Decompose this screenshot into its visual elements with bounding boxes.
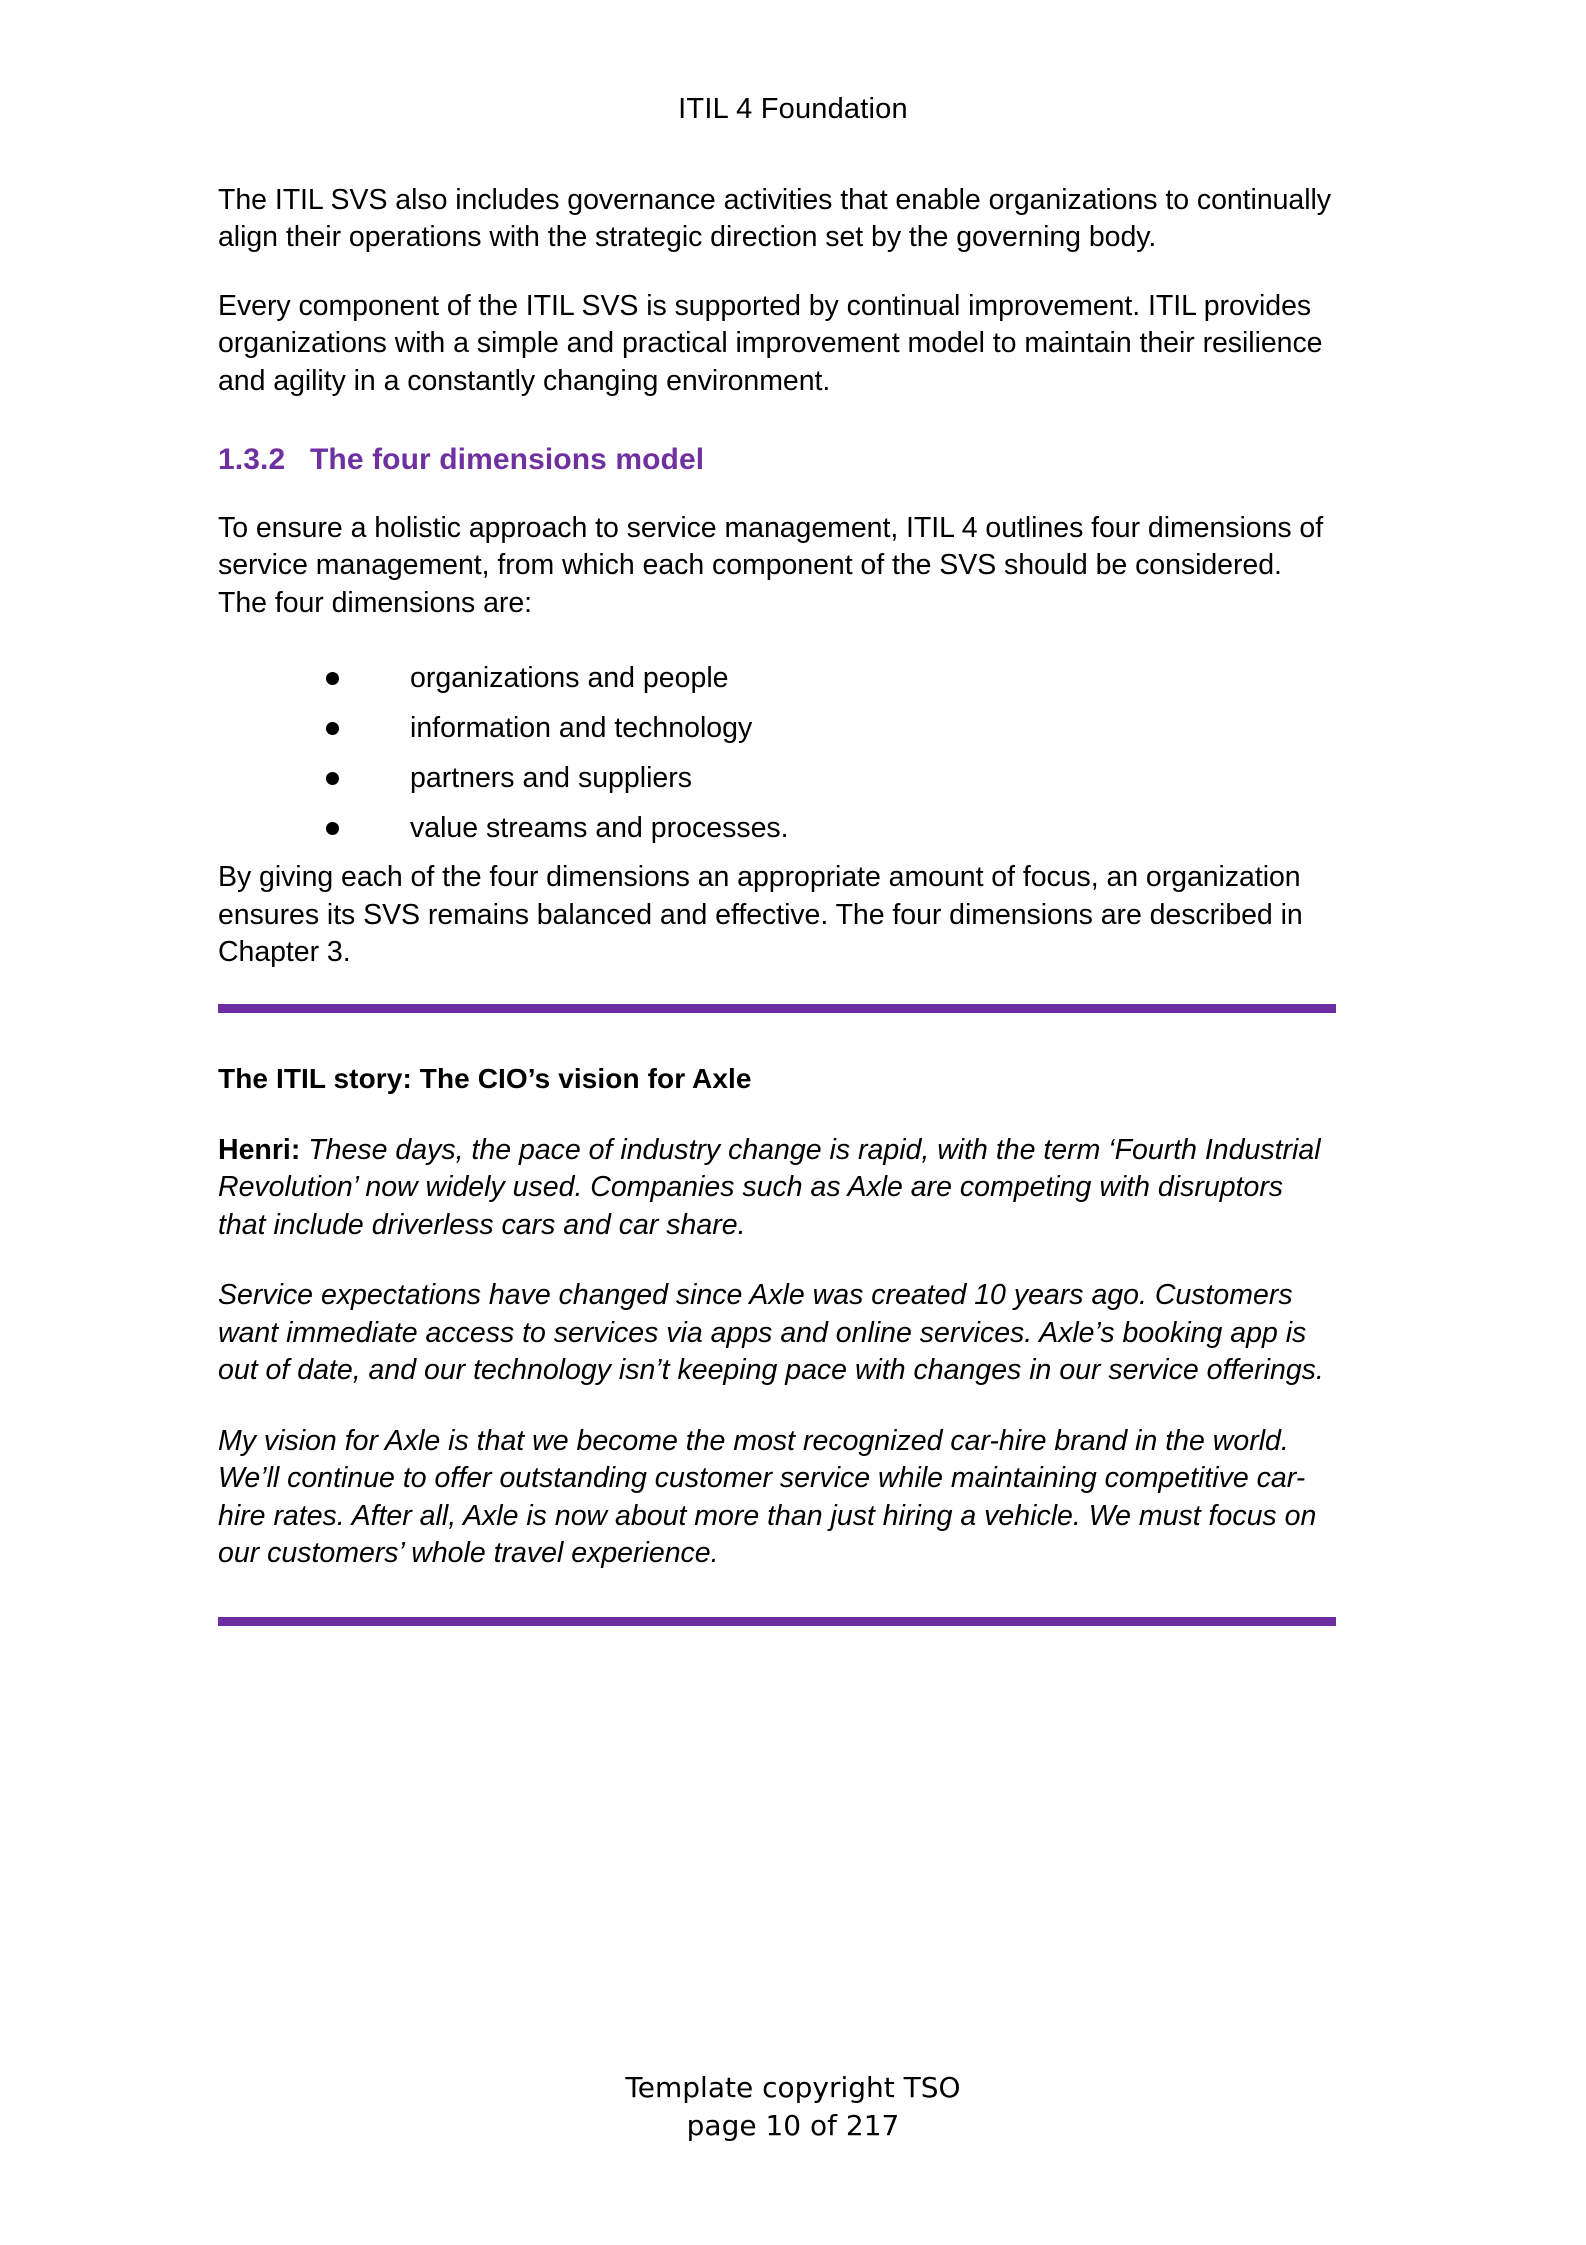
story-paragraph-1-text: These days, the pace of industry change is rapid, with the term ‘Fourth Industrial Revolution’ now widely used. Companies such as Axle are competing with disruptors that include driverless cars and car share. [218,1134,1321,1241]
list-item [218,653,1336,703]
itil-story-box [218,1004,1336,1626]
list-item-label: organizations and people [410,662,729,695]
paragraph-holistic-approach: To ensure a holistic approach to service management, ITIL 4 outlines four dimensions of service management, from which each component of the SVS should be considered. The four dimensions are: [218,511,1324,619]
footer-copyright: Template copyright TSO [625,2071,961,2105]
page-footer [0,2069,1586,2145]
story-paragraph-1 [218,1132,1336,1244]
list-item-label: partners and suppliers [410,762,692,795]
four-dimensions-list [218,653,1336,853]
footer-page-number: page 10 of 217 [686,2109,900,2143]
heading-title: The four dimensions model [310,443,705,477]
paragraph-balanced-effective: By giving each of the four dimensions an appropriate amount of focus, an organization ensures its SVS remains balanced and effective. The four dimensions are described in Chapter 3. [218,861,1303,969]
list-item-label: information and technology [410,712,753,745]
story-speaker-label: Henri: [218,1134,301,1166]
paragraph-continual-improvement: Every component of the ITIL SVS is supported by continual improvement. ITIL provides organizations with a simple and practical improvement model to maintain their resilience and agility in a constantly changing environment. [218,289,1323,397]
bullet-icon [326,672,339,685]
list-item [218,803,1336,853]
bullet-icon [326,772,339,785]
paragraph-svs-governance: The ITIL SVS also includes governance activities that enable organizations to continually align their operations with the strategic direction set by the governing body. [218,184,1331,254]
story-paragraph-3: My vision for Axle is that we become the most recognized car-hire brand in the world. We’ll continue to offer outstanding customer service while maintaining competitive car-hire rates. After all, Axle is now about more than just hiring a vehicle. We must focus on our customers’ whole travel experience. [218,1424,1317,1570]
bullet-icon [326,822,339,835]
list-item [218,703,1336,753]
story-rule-top [218,1004,1336,1013]
main-content [218,182,1336,1003]
heading-four-dimensions-model [218,441,1336,479]
running-header: ITIL 4 Foundation [678,93,908,125]
heading-number: 1.3.2 [218,443,286,477]
bullet-icon [326,722,339,735]
list-item-label: value streams and processes. [410,812,789,845]
story-paragraph-2: Service expectations have changed since Axle was created 10 years ago. Customers want immediate access to services via apps and online services. Axle’s booking app is out of date, and our technology isn’t keeping pace with changes in our service offerings. [218,1279,1324,1387]
list-item [218,753,1336,803]
story-rule-bottom [218,1617,1336,1626]
story-title: The ITIL story: The CIO’s vision for Axle [218,1063,752,1094]
story-body [218,1013,1336,1617]
